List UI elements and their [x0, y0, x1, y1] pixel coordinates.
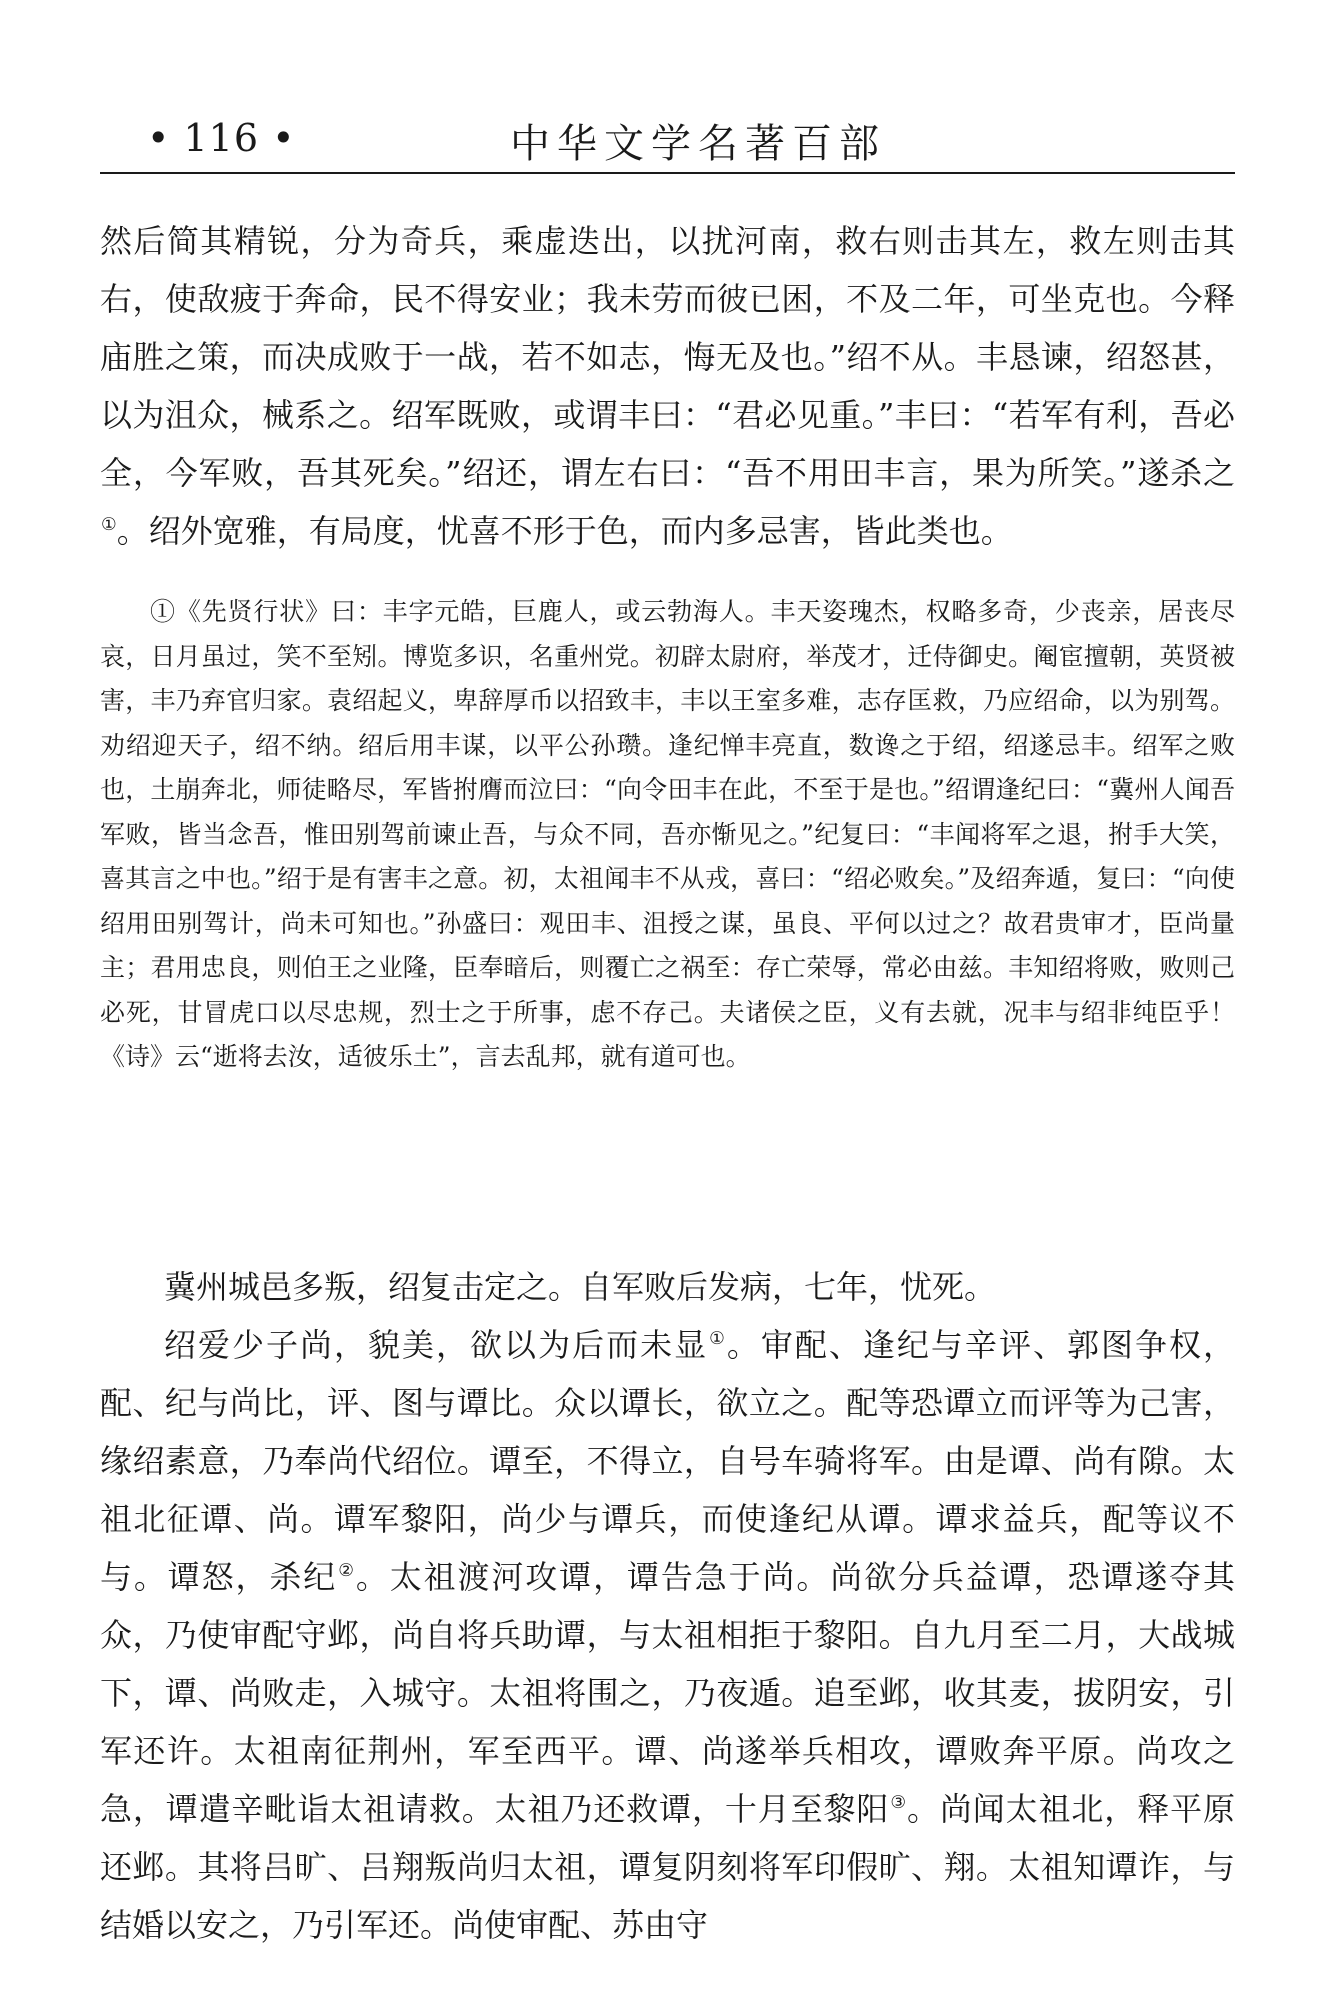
paragraph-text: 。太祖渡河攻谭，谭告急于尚。尚欲分兵益谭，恐谭遂夺其众，乃使审配守邺，尚自将兵助谭，与太祖相拒于黎阳。自九月至二月，大战城下，谭、尚败走，入城守。太祖将围之，乃夜遁。追至邺，收其麦，拔阴安，引军还许。太祖南征荆州，军至西平。谭、尚遂举兵相攻，谭败奔平原。尚攻之急，谭遣辛毗诣太祖请救。太祖乃还救谭，十月至黎阳	[100, 1558, 1235, 1828]
book-title: 中华文学名著百部	[510, 121, 886, 167]
footnote-ref[interactable]: ①	[709, 1329, 727, 1350]
header-rule	[100, 172, 1235, 174]
paragraph	[100, 212, 1235, 560]
paragraph-text: 。绍外宽雅，有局度，忧喜不形于色，而内多忌害，皆此类也。	[116, 512, 1013, 550]
page-header	[100, 108, 1235, 170]
page-number: • 116 •	[147, 116, 296, 160]
paragraph-text: 绍爱少子尚，貌美，欲以为后而未显	[164, 1326, 709, 1364]
paragraph-text: 然后简其精锐，分为奇兵，乘虚迭出，以扰河南，救右则击其左，救左则击其右，使敌疲于奔命，民不得安业；我未劳而彼已困，不及二年，可坐克也。今释庙胜之策，而决成败于一战，若不如志，悔无及也。”绍不从。丰恳谏，绍怒甚，以为沮众，械系之。绍军既败，或谓丰曰：“君必见重。”丰曰：“若军有利，吾必全，今军败，吾其死矣。”绍还，谓左右曰：“吾不用田丰言，果为所笑。”遂杀之	[100, 222, 1235, 492]
footnote-text: ①《先贤行状》曰：丰字元皓，巨鹿人，或云勃海人。丰天姿瑰杰，权略多奇，少丧亲，居丧尽哀，日月虽过，笑不至矧。博览多识，名重州党。初辟太尉府，举茂才，迁侍御史。阉宦擅朝，英贤被害，丰乃弃官归家。袁绍起义，卑辞厚币以招致丰，丰以王室多难，志存匡救，乃应绍命，以为别驾。劝绍迎天子，绍不纳。绍后用丰谋，以平公孙瓒。逢纪惮丰亮直，数谗之于绍，绍遂忌丰。绍军之败也，土崩奔北，师徒略尽，军皆拊膺而泣曰：“向令田丰在此，不至于是也。”绍谓逢纪曰：“冀州人闻吾军败，皆当念吾，惟田别驾前谏止吾，与众不同，吾亦惭见之。”纪复曰：“丰闻将军之退，拊手大笑，喜其言之中也。”绍于是有害丰之意。初，太祖闻丰不从戎，喜曰：“绍必败矣。”及绍奔遁，复曰：“向使绍用田别驾计，尚未可知也。”孙盛曰：观田丰、沮授之谋，虽良、平何以过之？故君贵审才，臣尚量主；君用忠良，则伯王之业隆，臣奉暗后，则覆亡之祸至：存亡荣辱，常必由兹。丰知绍将败，败则己必死，甘冒虎口以尽忠规，烈士之于所事，虑不存己。夫诸侯之臣，义有去就，况丰与绍非纯臣乎！《诗》云“逝将去汝，适彼乐土”，言去乱邦，就有道可也。	[100, 597, 1235, 1071]
footnote-block	[100, 590, 1235, 1080]
main-passage-1	[100, 212, 1235, 560]
paragraph-text: 。尚闻太祖北，释平原还邺。其将吕旷、吕翔叛尚归太祖，谭复阴刻将军印假旷、翔。太祖知谭诈，与结婚以安之，乃引军还。尚使审配、苏由守	[100, 1790, 1235, 1944]
main-passage-2	[100, 1258, 1235, 1954]
footnote-ref[interactable]: ③	[890, 1793, 907, 1814]
paragraph: 冀州城邑多叛，绍复击定之。自军败后发病，七年，忧死。	[164, 1268, 997, 1306]
footnote-ref[interactable]: ②	[338, 1561, 356, 1582]
footnote-ref[interactable]: ①	[101, 515, 117, 536]
paragraph	[100, 1316, 1235, 1954]
paragraph-text: 。审配、逢纪与辛评、郭图争权，配、纪与尚比，评、图与谭比。众以谭长，欲立之。配等恐谭立而评等为己害，缘绍素意，乃奉尚代绍位。谭至，不得立，自号车骑将军。由是谭、尚有隙。太祖北征谭、尚。谭军黎阳，尚少与谭兵，而使逢纪从谭。谭求益兵，配等议不与。谭怒，杀纪	[100, 1326, 1235, 1596]
